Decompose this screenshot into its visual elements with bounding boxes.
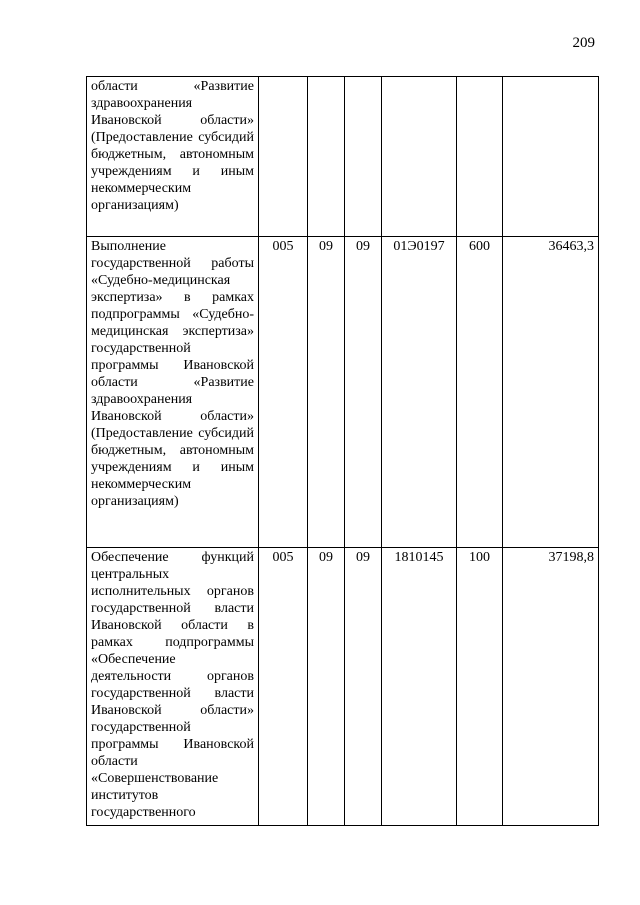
budget-table bbox=[86, 76, 599, 826]
table-row bbox=[87, 77, 599, 237]
row-description: Выполнение государственной работы «Судебно-медицинская экспертиза» в рамках подпрограммы «Судебно-медицинская экспертиза» государственной программы Ивановской области «Развитие здравоохранения Ивановской области» (Предоставление субсидий бюджетным, автономным учреждениям и иным некоммерческим организациям) bbox=[87, 237, 259, 548]
row-target-article bbox=[382, 77, 457, 237]
row-expense-type: 100 bbox=[457, 548, 503, 826]
row-expense-type bbox=[457, 77, 503, 237]
row-description: Обеспечение функций центральных исполнительных органов государственной власти Ивановской области в рамках подпрограммы «Обеспечение деятельности органов государственной власти Ивановской области» государственной программы Ивановской области «Совершенствование институтов государственного bbox=[87, 548, 259, 826]
row-expense-type: 600 bbox=[457, 237, 503, 548]
row-subsection-code: 09 bbox=[345, 237, 382, 548]
row-target-article: 01Э0197 bbox=[382, 237, 457, 548]
row-amount bbox=[503, 77, 599, 237]
row-amount: 37198,8 bbox=[503, 548, 599, 826]
row-amount: 36463,3 bbox=[503, 237, 599, 548]
row-ministry-code: 005 bbox=[259, 237, 308, 548]
table-row bbox=[87, 237, 599, 548]
row-subsection-code: 09 bbox=[345, 548, 382, 826]
table-row bbox=[87, 548, 599, 826]
row-section-code: 09 bbox=[308, 237, 345, 548]
row-description: области «Развитие здравоохранения Ивановской области» (Предоставление субсидий бюджетным, автономным учреждениям и иным некоммерческим организациям) bbox=[87, 77, 259, 237]
row-subsection-code bbox=[345, 77, 382, 237]
page-number: 209 bbox=[572, 35, 595, 51]
row-ministry-code bbox=[259, 77, 308, 237]
row-ministry-code: 005 bbox=[259, 548, 308, 826]
row-section-code bbox=[308, 77, 345, 237]
row-target-article: 1810145 bbox=[382, 548, 457, 826]
row-section-code: 09 bbox=[308, 548, 345, 826]
